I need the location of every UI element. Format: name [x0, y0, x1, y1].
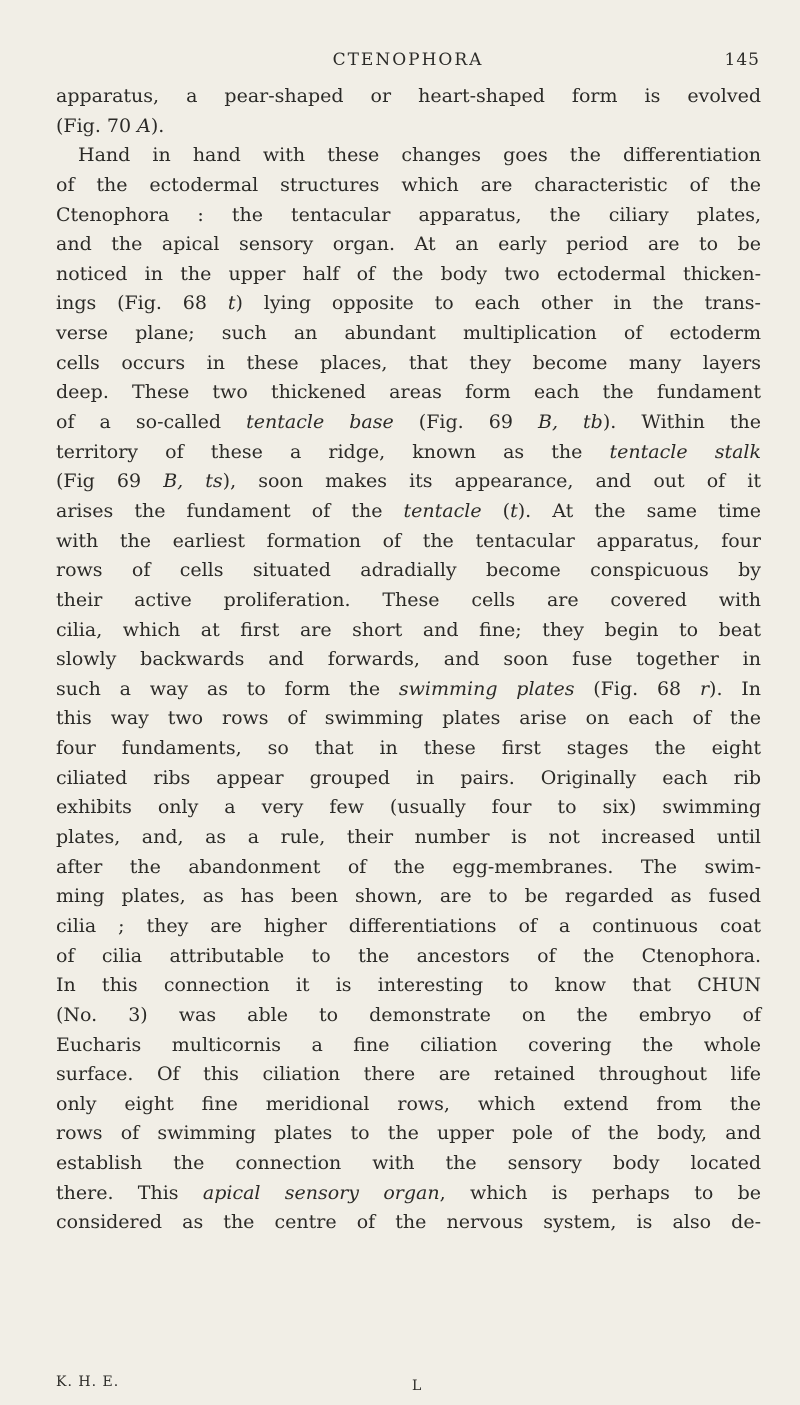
text-run: of cilia attributable to the ancestors of the Ctenophora.: [56, 944, 761, 967]
text-run: apparatus, a pear-shaped or heart-shaped form is evolved: [56, 85, 761, 107]
text-line: [56, 616, 761, 646]
body-text: [56, 82, 761, 1238]
text-run: arises the fundament of the: [56, 499, 404, 522]
text-line: [56, 378, 761, 408]
text-line: [56, 853, 761, 883]
italic-term: tentacle: [403, 499, 482, 522]
text-line: [56, 645, 761, 675]
text-line: [56, 1060, 761, 1090]
text-line: [56, 438, 761, 468]
text-line: [56, 734, 761, 764]
text-run: (Fig. 69: [393, 411, 538, 434]
text-run: deep. These two thickened areas form each the fundament: [56, 381, 761, 404]
running-head: [56, 50, 760, 80]
text-run: Eucharis multicornis a fine ciliation covering the whole: [56, 1033, 761, 1056]
text-run: after the abandonment of the egg-membranes. The swim-: [56, 855, 761, 878]
sheet-signature-letter: L: [412, 1378, 422, 1394]
text-run: of a so-called: [56, 411, 247, 434]
text-line: [56, 1090, 761, 1120]
text-line: [56, 260, 761, 290]
text-line: [56, 1119, 761, 1149]
italic-term: r: [699, 677, 710, 700]
text-run: establish the connection with the sensory body located: [56, 1152, 761, 1175]
text-run: ming plates, as has been shown, are to be regarded as fused: [56, 885, 761, 908]
italic-term: apical sensory organ: [202, 1181, 440, 1204]
text-run: slowly backwards and forwards, and soon fuse together in: [56, 648, 761, 671]
text-run: there. This: [56, 1181, 203, 1204]
text-run: (: [481, 499, 511, 522]
text-line: [56, 82, 761, 112]
italic-term: B, ts: [163, 470, 223, 493]
text-line: [56, 141, 761, 171]
text-run: only eight fine meridional rows, which extend from the: [56, 1092, 761, 1115]
text-line: [56, 408, 761, 438]
text-run: noticed in the upper half of the body two ectodermal thicken-: [56, 262, 761, 285]
text-run: Ctenophora : the tentacular apparatus, the ciliary plates,: [56, 203, 761, 226]
text-line: [56, 971, 761, 1001]
italic-term: t: [510, 499, 518, 522]
text-run: with the earliest formation of the tentacular apparatus, four: [56, 529, 761, 552]
text-run: exhibits only a very few (usually four to six) swimming: [56, 796, 761, 819]
italic-term: tentacle base: [246, 411, 394, 434]
italic-term: A: [137, 114, 151, 137]
text-run: (Fig. 68: [574, 677, 700, 700]
text-run: of the ectodermal structures which are characteristic of the: [56, 173, 761, 196]
text-run: rows of cells situated adradially become conspicuous by: [56, 559, 761, 582]
text-run: ). In: [709, 677, 762, 700]
text-line: [56, 171, 761, 201]
text-run: (No. 3) was able to demonstrate on the embryo of: [56, 1003, 761, 1026]
text-line: [56, 319, 761, 349]
text-line: [56, 764, 761, 794]
text-run: Hand in hand with these changes goes the differentiation: [78, 144, 761, 167]
text-run: ).: [150, 114, 165, 137]
text-line: [56, 704, 761, 734]
text-run: ). At the same time: [517, 499, 762, 522]
text-run: such a way as to form the: [56, 677, 399, 700]
italic-term: t: [227, 292, 236, 315]
text-line: [56, 289, 761, 319]
text-run: and the apical sensory organ. At an early period are to be: [56, 233, 761, 256]
text-run: four fundaments, so that in these first stages the eight: [56, 737, 761, 760]
text-line: [56, 823, 761, 853]
text-run: (Fig 69: [56, 470, 164, 493]
text-run: ), soon makes its appearance, and out of it: [222, 470, 762, 493]
text-line: [56, 467, 761, 497]
text-run: territory of these a ridge, known as the: [56, 440, 610, 463]
text-run: (Fig. 70: [56, 114, 138, 137]
text-run: ings (Fig. 68: [56, 292, 228, 315]
text-run: rows of swimming plates to the upper pole of the body, and: [56, 1122, 761, 1145]
text-line: [56, 882, 761, 912]
italic-term: B, tb: [537, 411, 603, 434]
text-run: ) lying opposite to each other in the trans-: [235, 292, 761, 315]
text-run: verse plane; such an abundant multiplication of ectoderm: [56, 322, 761, 345]
text-run: this way two rows of swimming plates arise on each of the: [56, 707, 761, 730]
text-run: considered as the centre of the nervous system, is also de-: [56, 1211, 761, 1234]
text-line: [56, 1001, 761, 1031]
text-line: [56, 230, 761, 260]
running-title: CTENOPHORA: [332, 50, 484, 70]
text-line: [56, 586, 761, 616]
italic-term: tentacle stalk: [609, 440, 761, 463]
text-line: [56, 201, 761, 231]
text-line: [56, 527, 761, 557]
text-line: [56, 112, 761, 142]
text-run: surface. Of this ciliation there are retained throughout life: [56, 1063, 761, 1086]
text-line: [56, 1031, 761, 1061]
page-number: 145: [724, 50, 760, 70]
text-run: plates, and, as a rule, their number is not increased until: [56, 826, 761, 849]
page-footer: [56, 1376, 760, 1398]
text-run: In this connection it is interesting to know that CHUN: [56, 974, 761, 997]
text-line: [56, 1208, 761, 1238]
text-run: cilia, which at first are short and fine; they begin to beat: [56, 618, 761, 641]
text-line: [56, 793, 761, 823]
text-line: [56, 556, 761, 586]
text-line: [56, 1149, 761, 1179]
text-line: [56, 942, 761, 972]
text-line: [56, 675, 761, 705]
text-run: cells occurs in these places, that they become many layers: [56, 351, 761, 374]
italic-term: swimming plates: [398, 677, 575, 700]
text-run: their active proliferation. These cells are covered with: [56, 588, 761, 611]
text-run: , which is perhaps to be: [439, 1181, 761, 1204]
text-run: ciliated ribs appear grouped in pairs. Originally each rib: [56, 766, 761, 789]
text-line: [56, 912, 761, 942]
text-line: [56, 349, 761, 379]
text-run: cilia ; they are higher differentiations of a continuous coat: [56, 914, 761, 937]
text-run: ). Within the: [602, 411, 762, 434]
text-line: [56, 1179, 761, 1209]
printer-signature: K. H. E.: [56, 1374, 120, 1390]
text-line: [56, 497, 761, 527]
